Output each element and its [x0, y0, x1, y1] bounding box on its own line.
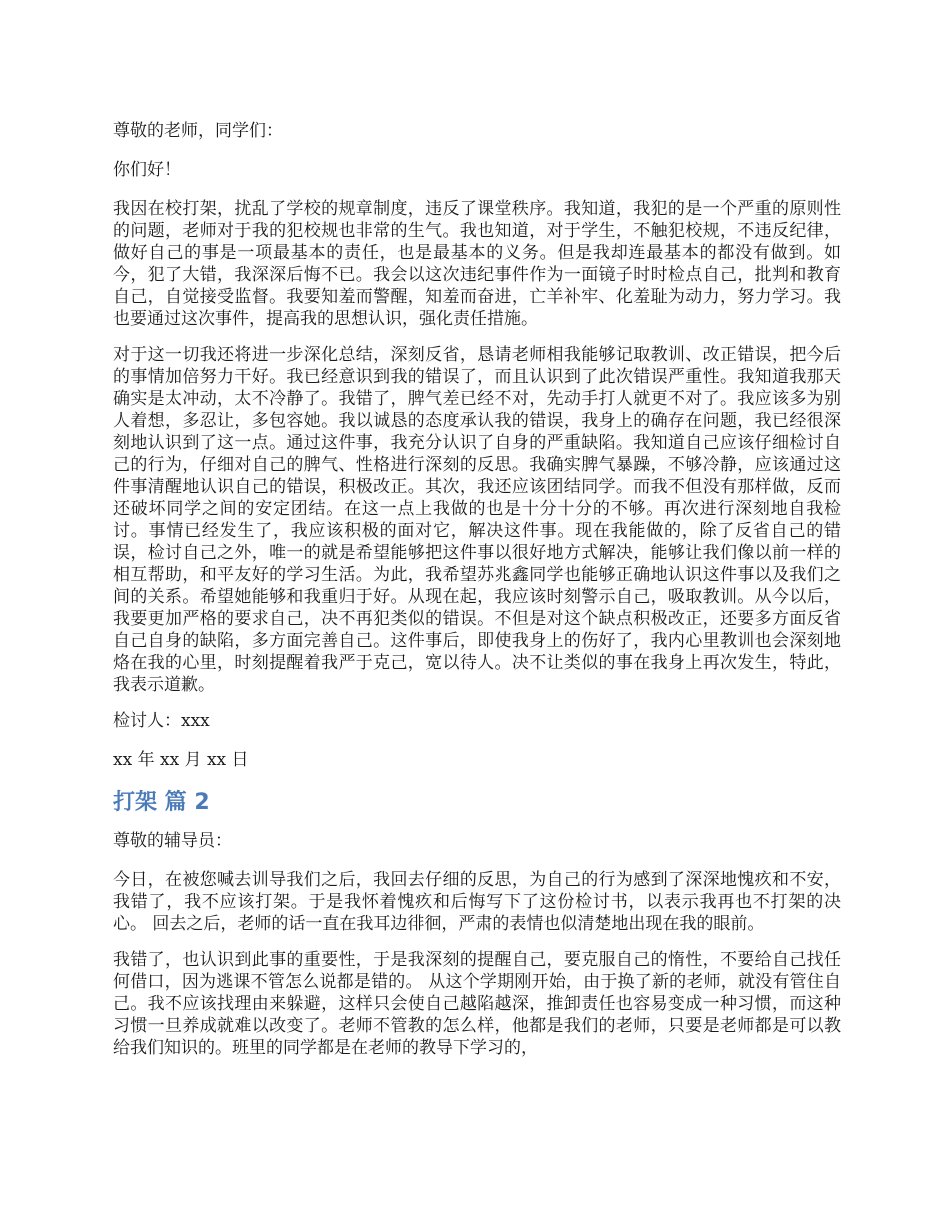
- body-paragraph: 对于这一切我还将进一步深化总结，深刻反省，恳请老师相我能够记取教训、改正错误，把今后的事情加倍努力干好。我已经意识到我的错误了，而且认识到了此次错误严重性。我知道我那天确实是太冲动，太不冷静了。我错了，脾气差已经不对，先动手打人就更不对了。我应该多为别人着想，多忍让，多包容她。我以诚恳的态度承认我的错误，我身上的确存在问题，我已经很深刻地认识到了这一点。通过这件事，我充分认识了自身的严重缺陷。我知道自己应该仔细检讨自己的行为，仔细对自己的脾气、性格进行深刻的反思。我确实脾气暴躁，不够冷静，应该通过这件事清醒地认识自己的错误，积极改正。其次，我还应该团结同学。而我不但没有那样做，反而还破坏同学之间的安定团结。在这一点上我做的也是十分十分的不够。再次进行深刻地自我检讨。事情已经发生了，我应该积极的面对它，解决这件事。现在我能做的，除了反省自己的错误，检讨自己之外，唯一的就是希望能够把这件事以很好地方式解决，能够让我们像以前一样的相互帮助，和平友好的学习生活。为此，我希望苏兆鑫同学也能够正确地认识这件事以及我们之间的关系。希望她能够和我重归于好。从现在起，我应该时刻警示自己，吸取教训。从今以后，我要更加严格的要求自己，决不再犯类似的错误。不但是对这个缺点积极改正，还要多方面反省自己自身的缺陷，多方面完善自己。这件事后，即使我身上的伤好了，我内心里教训也会深刻地烙在我的心里，时刻提醒着我严于克己，宽以待人。决不让类似的事在我身上再次发生，特此，我表示道歉。: [113, 345, 841, 695]
- section-heading: 打架 篇 2: [113, 790, 210, 815]
- salutation: 尊敬的老师，同学们：: [113, 121, 283, 141]
- greeting: 你们好！: [113, 160, 181, 180]
- body-paragraph: 我错了，也认识到此事的重要性，于是我深刻的提醒自己，要克服自己的惰性，不要给自己找任何借口，因为逃课不管怎么说都是错的。 从这个学期刚开始，由于换了新的老师，就没有管住自己。我不应该找理由来躲避，这样只会使自己越陷越深，推卸责任也容易变成一种习惯，而这种习惯一旦养成就难以改变了。老师不管教的怎么样，他都是我们的老师，只要是老师都是可以教给我们知识的。班里的同学都是在老师的教导下学习的，: [113, 950, 841, 1058]
- body-paragraph: 今日，在被您喊去训导我们之后，我回去仔细的反思，为自己的行为感到了深深地愧疚和不安，我错了，我不应该打架。于是我怀着愧疚和后悔写下了这份检讨书，以表示我再也不打架的决心。 回去之后，老师的话一直在我耳边徘徊，严肃的表情也似清楚地出现在我的眼前。: [113, 870, 841, 934]
- date-line: xx 年 xx 月 xx 日: [113, 750, 249, 770]
- body-paragraph: 我因在校打架，扰乱了学校的规章制度，违反了课堂秩序。我知道，我犯的是一个严重的原则性的问题，老师对于我的犯校规也非常的生气。我也知道，对于学生，不触犯校规，不违反纪律，做好自己的事是一项最基本的责任，也是最基本的义务。但是我却连最基本的都没有做到。如今，犯了大错，我深深后悔不已。我会以这次违纪事件作为一面镜子时时检点自己，批判和教育自己，自觉接受监督。我要知羞而警醒，知羞而奋进，亡羊补牢、化羞耻为动力，努力学习。我也要通过这次事件，提高我的思想认识，强化责任措施。: [113, 199, 841, 329]
- signature: 检讨人：xxx: [113, 711, 210, 731]
- salutation: 尊敬的辅导员：: [113, 831, 232, 851]
- document-page: [113, 120, 841, 1073]
